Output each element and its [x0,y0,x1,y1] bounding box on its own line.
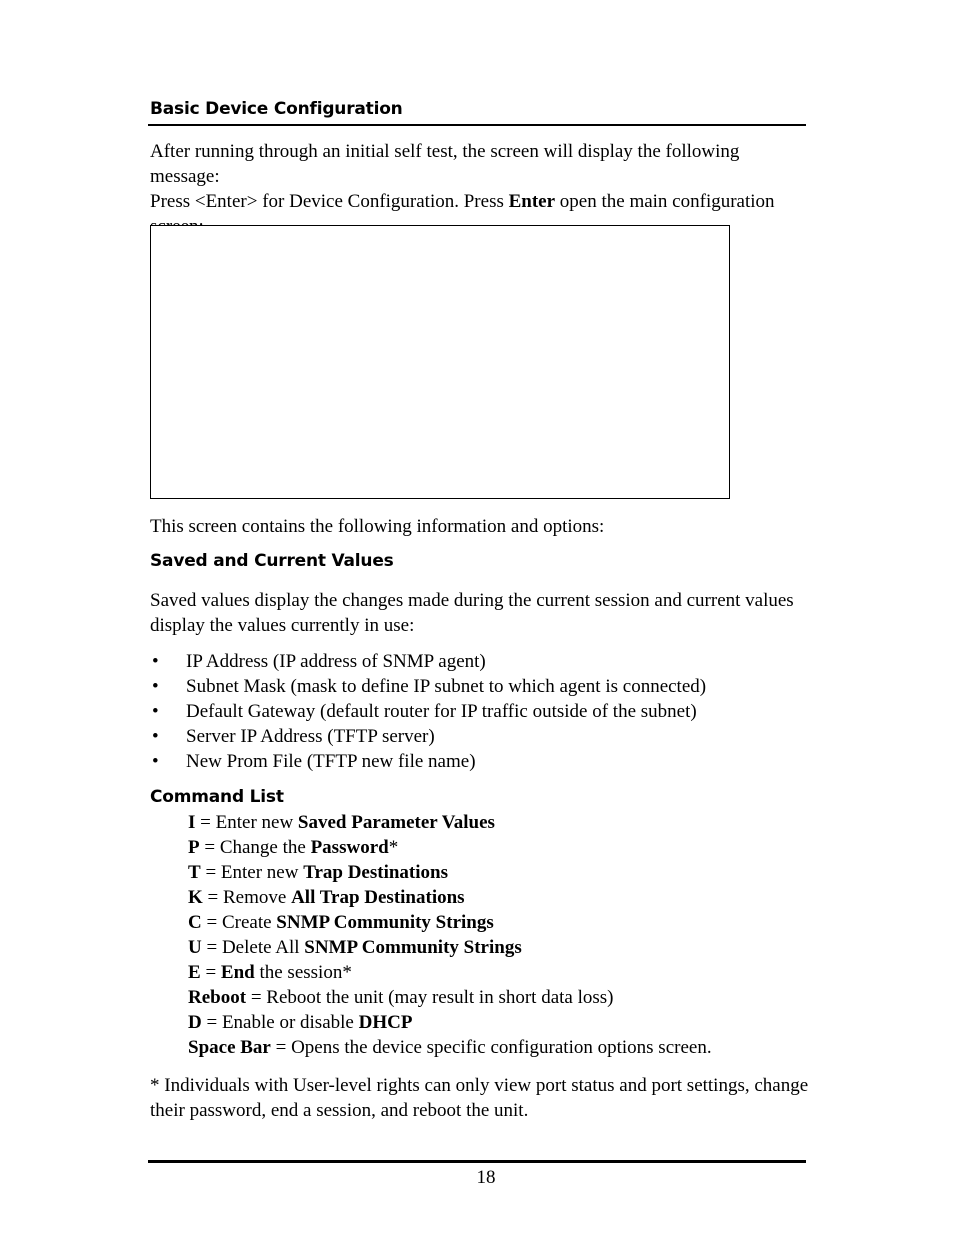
command-item: Reboot = Reboot the unit (may result in short data loss) [188,987,614,1008]
command-item: T = Enter new Trap Destinations [188,862,449,883]
intro-line-1: After running through an initial self test, the screen will display the following message: [150,141,740,187]
enter-key-label: Enter [508,191,556,212]
command-item: E = End the session* [188,962,352,983]
footnote-line-1: * Individuals with User-level rights can only view port status and port settings, change [150,1075,809,1096]
command-item: Space Bar = Opens the device specific configuration options screen. [188,1037,712,1058]
bullet-icon: • [152,726,159,747]
page-number: 18 [476,1167,496,1188]
after-box-text: This screen contains the following information and options: [150,516,605,537]
list-item: • Server IP Address (TFTP server) [152,726,435,747]
command-item: D = Enable or disable DHCP [188,1012,413,1033]
command-item: P = Change the Password* [188,837,399,858]
command-item: I = Enter new Saved Parameter Values [188,812,495,833]
configuration-screen-placeholder [150,225,730,499]
list-item: • IP Address (IP address of SNMP agent) [152,651,486,672]
footer-rule [148,1160,806,1163]
intro-line-2: Press <Enter> for Device Configuration. Press Enter open the main configuration [150,191,775,212]
saved-values-heading: Saved and Current Values [150,551,394,571]
list-item: • New Prom File (TFTP new file name) [152,751,476,772]
list-item: • Subnet Mask (mask to define IP subnet to which agent is connected) [152,676,707,697]
bullet-icon: • [152,751,159,772]
bullet-icon: • [152,651,159,672]
intro-paragraph [150,139,810,239]
section-heading: Basic Device Configuration [150,99,403,119]
saved-values-paragraph [150,588,810,638]
saved-line-1: Saved values display the changes made during the current session and current values [150,590,794,611]
command-list [188,810,712,1060]
heading-rule [148,124,806,126]
list-item: • Default Gateway (default router for IP traffic outside of the subnet) [152,701,697,722]
footnote [150,1073,810,1123]
values-bullet-list [150,649,706,774]
bullet-icon: • [152,676,159,697]
bullet-icon: • [152,701,159,722]
command-item: C = Create SNMP Community Strings [188,912,494,933]
command-item: K = Remove All Trap Destinations [188,887,465,908]
saved-line-2: display the values currently in use: [150,615,415,636]
command-list-heading: Command List [150,787,284,807]
footnote-line-2: their password, end a session, and reboot the unit. [150,1100,529,1121]
command-item: U = Delete All SNMP Community Strings [188,937,522,958]
